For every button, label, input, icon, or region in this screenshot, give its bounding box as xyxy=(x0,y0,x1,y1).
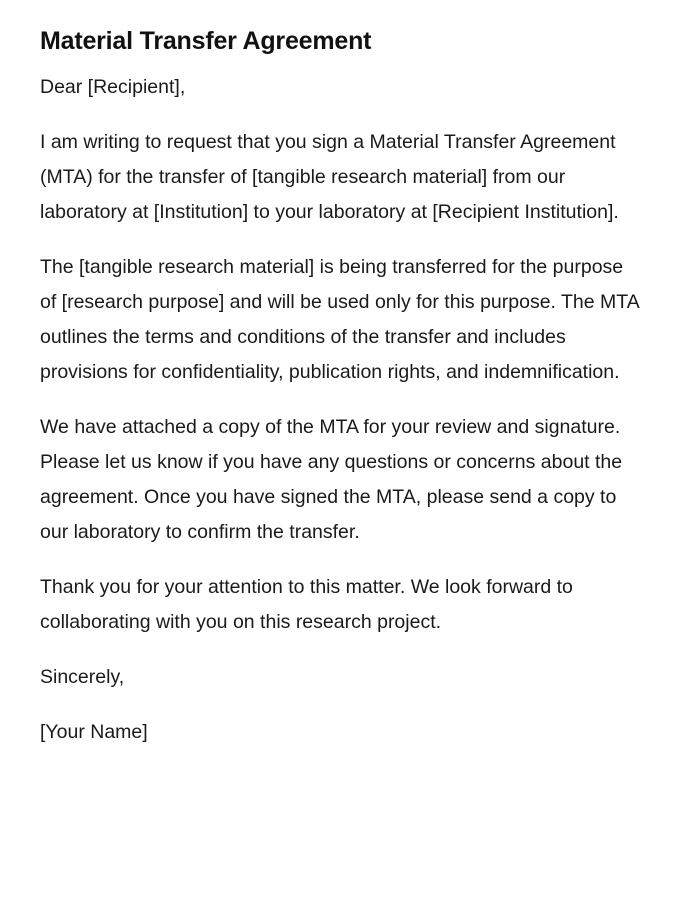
letter-document xyxy=(40,22,640,750)
document-title: Material Transfer Agreement xyxy=(40,27,372,55)
paragraph-purpose: The [tangible research material] is being transferred for the purpose of [research purpose] and will be used only for this purpose. The MTA outlines the terms and conditions of the transfer and includes provisions for confidentiality, publication rights, and indemnification. xyxy=(40,256,639,383)
closing: Sincerely, xyxy=(40,666,125,688)
paragraph-request: I am writing to request that you sign a Material Transfer Agreement (MTA) for the transfer of [tangible research material] from our laboratory at [Institution] to your laboratory at [Recipient Institution]. xyxy=(40,131,619,223)
paragraph-instructions: We have attached a copy of the MTA for your review and signature. Please let us know if you have any questions or concerns about the agreement. Once you have signed the MTA, please send a copy to our laboratory to confirm the transfer. xyxy=(40,416,623,543)
salutation: Dear [Recipient], xyxy=(40,76,186,98)
signature-name: [Your Name] xyxy=(40,721,148,743)
paragraph-thanks: Thank you for your attention to this matter. We look forward to collaborating with you on this research project. xyxy=(40,576,573,633)
